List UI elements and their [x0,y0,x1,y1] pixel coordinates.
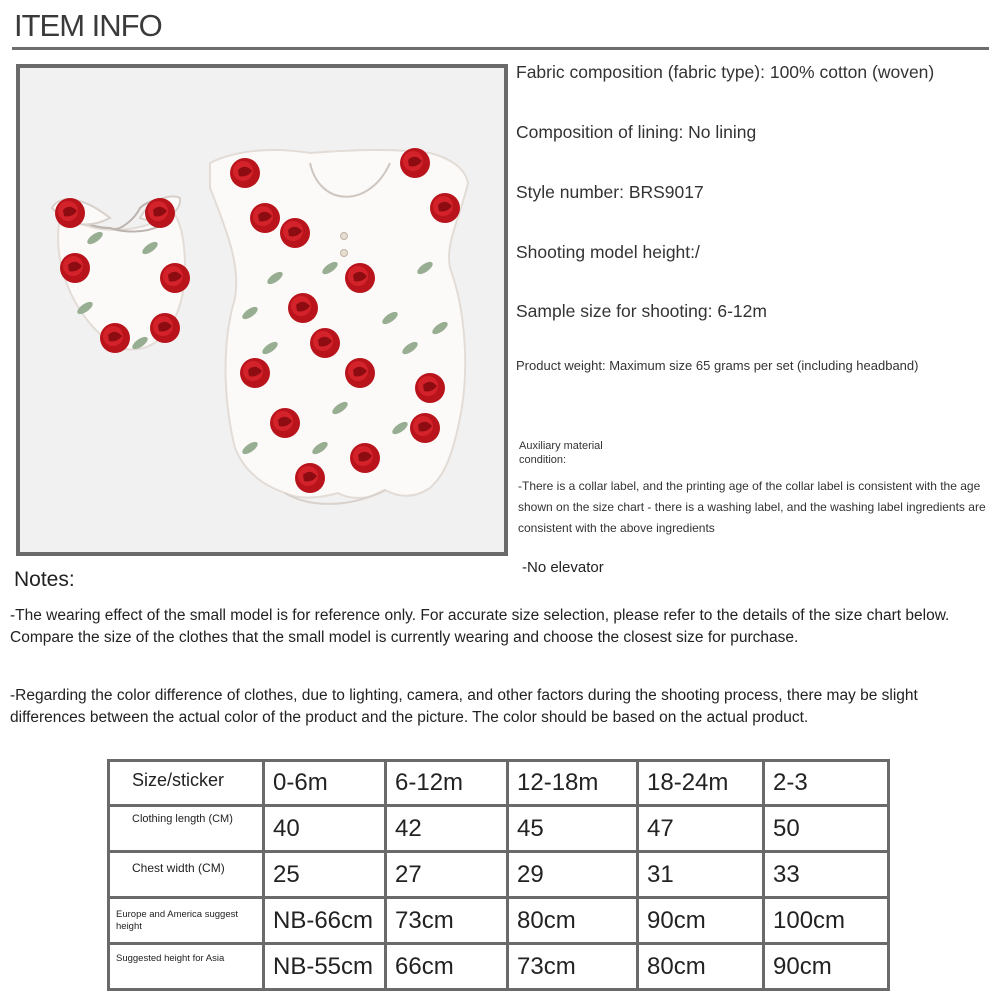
table-row [109,806,889,852]
table-cell: 66cm [386,944,508,990]
table-cell: 90cm [638,898,764,944]
model-height: Shooting model height:/ [516,242,700,262]
table-cell: 42 [386,806,508,852]
no-elevator: -No elevator [522,559,604,576]
product-photo [16,64,508,556]
table-row [109,852,889,898]
table-cell: NB-66cm [264,898,386,944]
table-cell: 50 [764,806,889,852]
note-1: -The wearing effect of the small model is for reference only. For accurate size selection, please refer to the details of the size chart below. Compare the size of the clothes that the small model is currently wearing and choose the closest size for purchase. [10,607,950,646]
table-cell: 73cm [508,944,638,990]
row-label: Clothing length (CM) [109,806,264,852]
table-cell: 47 [638,806,764,852]
table-cell: 25 [264,852,386,898]
headband [52,196,190,353]
size-chart-table [107,759,890,991]
table-row [109,898,889,944]
product-weight: Product weight: Maximum size 65 grams per set (including headband) [516,358,919,373]
sample-size: Sample size for shooting: 6-12m [516,301,767,321]
fabric-composition: Fabric composition (fabric type): 100% cotton (woven) [516,62,935,82]
title-divider [12,47,989,50]
table-cell: 100cm [764,898,889,944]
table-cell: 90cm [764,944,889,990]
notes-title: Notes: [14,568,75,591]
table-row [109,944,889,990]
lining-composition: Composition of lining: No lining [516,122,757,142]
table-cell: 29 [508,852,638,898]
table-header-cell: Size/sticker [109,761,264,806]
table-header-cell: 18-24m [638,761,764,806]
table-cell: 27 [386,852,508,898]
table-cell: 80cm [638,944,764,990]
table-header-cell: 2-3 [764,761,889,806]
row-label: Suggested height for Asia [109,944,264,990]
row-label: Europe and America suggest height [109,898,264,944]
table-cell: 33 [764,852,889,898]
table-header-cell: 0-6m [264,761,386,806]
table-cell: 73cm [386,898,508,944]
note-2: -Regarding the color difference of clothes, due to lighting, camera, and other factors during the shooting process, there may be slight differences between the actual color of the product and the picture. The color should be based on the actual product. [10,687,918,726]
product-illustration [20,68,504,552]
style-number: Style number: BRS9017 [516,182,704,202]
table-cell: 40 [264,806,386,852]
table-header-row [109,761,889,806]
table-cell: 31 [638,852,764,898]
auxiliary-title: Auxiliary material condition: [519,440,603,466]
auxiliary-body: -There is a collar label, and the printing age of the collar label is consistent with the age shown on the size chart - there is a washing label, and the washing label ingredients are consistent with the above ingredients [518,479,986,535]
romper [210,148,468,504]
row-label: Chest width (CM) [109,852,264,898]
table-header-cell: 6-12m [386,761,508,806]
table-cell: 80cm [508,898,638,944]
table-header-cell: 12-18m [508,761,638,806]
table-cell: NB-55cm [264,944,386,990]
page-title: ITEM INFO [14,8,162,43]
table-cell: 45 [508,806,638,852]
